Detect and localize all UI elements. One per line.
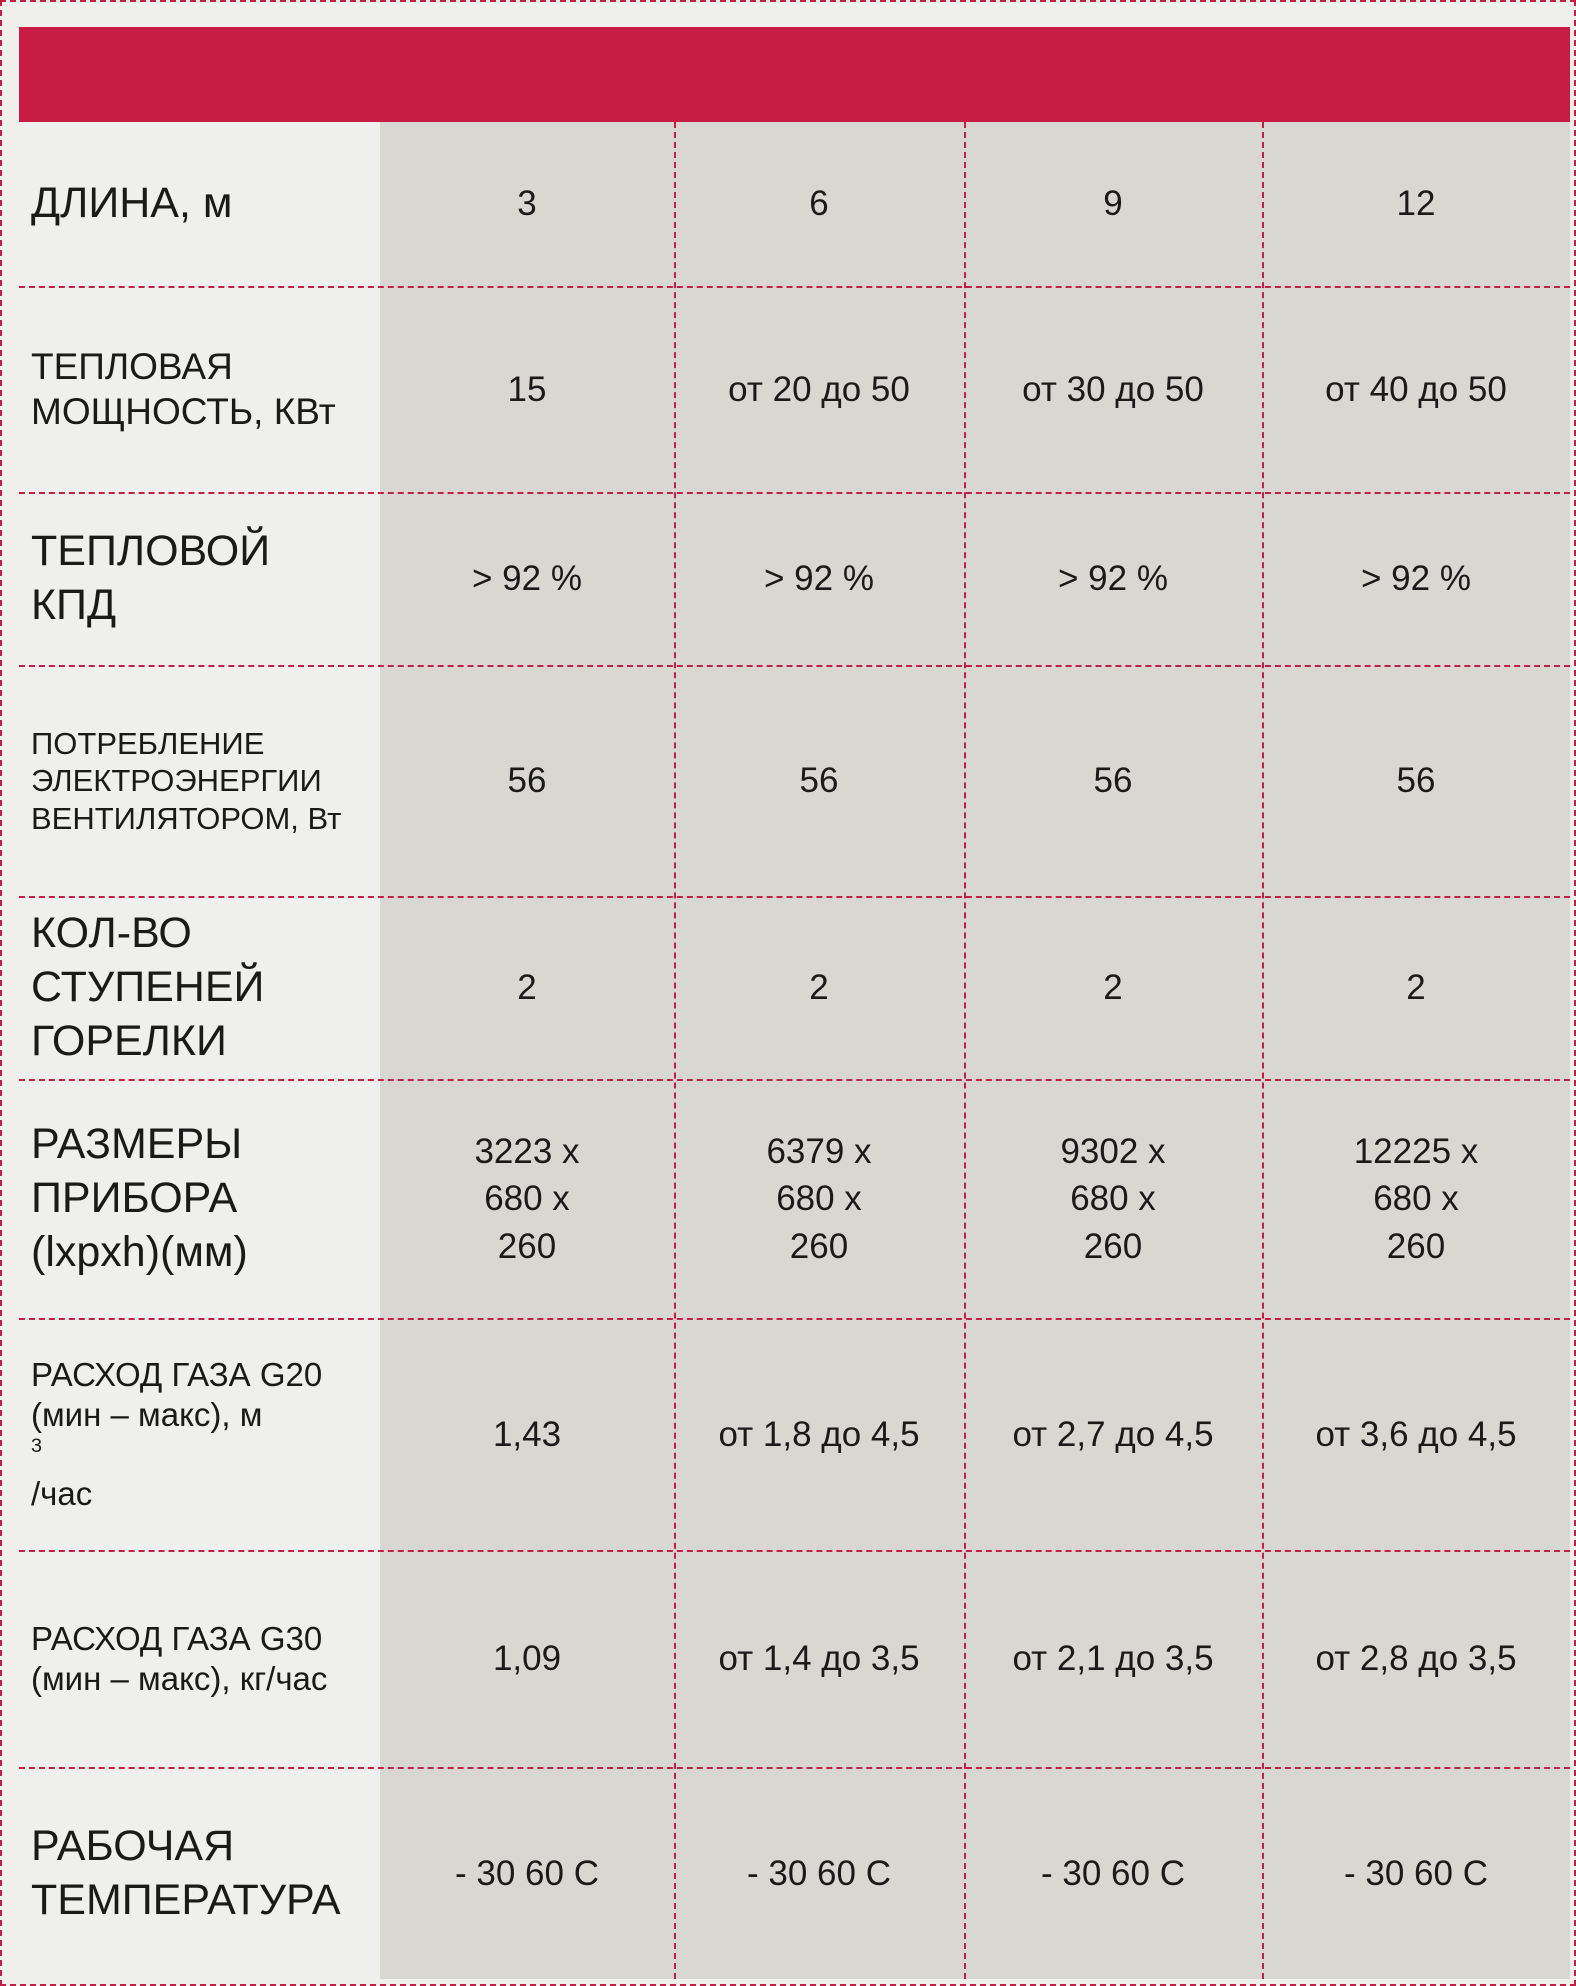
table-cell: 15 [507, 369, 547, 409]
table-cell: от 3,6 до 4,5 [1315, 1414, 1517, 1454]
table-cell: > 92 % [764, 559, 874, 599]
row-label-burner-stages: КОЛ-ВО СТУПЕНЕЙ ГОРЕЛКИ [31, 909, 265, 1065]
row-label-dimensions: РАЗМЕРЫ ПРИБОРА (lxpxh)(мм) [31, 1120, 248, 1276]
table-cell: - 30 60 С [747, 1853, 891, 1893]
row-divider [19, 665, 1570, 667]
table-cell: 2 [1406, 968, 1426, 1008]
table-cell: 1,43 [492, 1414, 562, 1454]
table-cell: 9302 х 680 х 260 [1060, 1132, 1166, 1266]
specs-table [19, 122, 1570, 1979]
table-cell: 6 [809, 184, 829, 224]
table-cell: - 30 60 С [1041, 1853, 1185, 1893]
table-cell: от 40 до 50 [1325, 369, 1507, 409]
row-divider [19, 896, 1570, 898]
table-cell: от 2,1 до 3,5 [1012, 1639, 1214, 1679]
table-cell: - 30 60 С [455, 1853, 599, 1893]
table-cell: 56 [1093, 761, 1133, 801]
row-label-efficiency: ТЕПЛОВОЙ КПД [31, 527, 271, 629]
row-label-thermal-power: ТЕПЛОВАЯ МОЩНОСТЬ, КВт [31, 346, 336, 432]
table-cell: > 92 % [1361, 559, 1471, 599]
row-divider [19, 1550, 1570, 1552]
header-banner [19, 27, 1570, 124]
column-divider [964, 122, 966, 1979]
table-cell: 9 [1103, 184, 1123, 224]
table-cell: 2 [809, 968, 829, 1008]
table-cell: от 1,8 до 4,5 [718, 1414, 920, 1454]
table-cell: 2 [517, 968, 537, 1008]
table-cell: 2 [1103, 968, 1123, 1008]
row-divider [19, 1079, 1570, 1081]
table-cell: > 92 % [472, 559, 582, 599]
table-cell: 3223 х 680 х 260 [474, 1132, 580, 1266]
table-cell: 56 [1396, 761, 1436, 801]
row-label-gas-g30: РАСХОД ГАЗА G30 (мин – макс), кг/час [31, 1620, 328, 1697]
row-divider [19, 286, 1570, 288]
column-divider [674, 122, 676, 1979]
table-cell: от 20 до 50 [728, 369, 910, 409]
table-cell: 6379 х 680 х 260 [766, 1132, 872, 1266]
table-cell: 1,09 [492, 1639, 562, 1679]
table-cell: от 2,8 до 3,5 [1315, 1639, 1517, 1679]
table-cell: от 30 до 50 [1022, 369, 1204, 409]
row-divider [19, 492, 1570, 494]
row-label-gas-g20: РАСХОД ГАЗА G20 (мин – макс), м $^3$ /час [31, 1356, 323, 1513]
table-cell: > 92 % [1058, 559, 1168, 599]
table-cell: от 1,4 до 3,5 [718, 1639, 920, 1679]
row-divider [19, 1767, 1570, 1769]
row-label-fan-power: ПОТРЕБЛЕНИЕ ЭЛЕКТРОЭНЕРГИИ ВЕНТИЛЯТОРОМ, Вт [31, 726, 342, 836]
row-label-operating-temperature: РАБОЧАЯ ТЕМПЕРАТУРА [31, 1821, 341, 1924]
table-cell: 12225 х 680 х 260 [1353, 1132, 1479, 1266]
table-cell: от 2,7 до 4,5 [1012, 1414, 1214, 1454]
column-divider [1262, 122, 1264, 1979]
row-label-length: ДЛИНА, м [31, 179, 233, 228]
table-cell: 56 [507, 761, 547, 801]
table-cell: 12 [1396, 184, 1436, 224]
table-cell: 56 [799, 761, 839, 801]
table-cell: 3 [517, 184, 537, 224]
table-cell: - 30 60 С [1344, 1853, 1488, 1893]
row-divider [19, 1318, 1570, 1320]
